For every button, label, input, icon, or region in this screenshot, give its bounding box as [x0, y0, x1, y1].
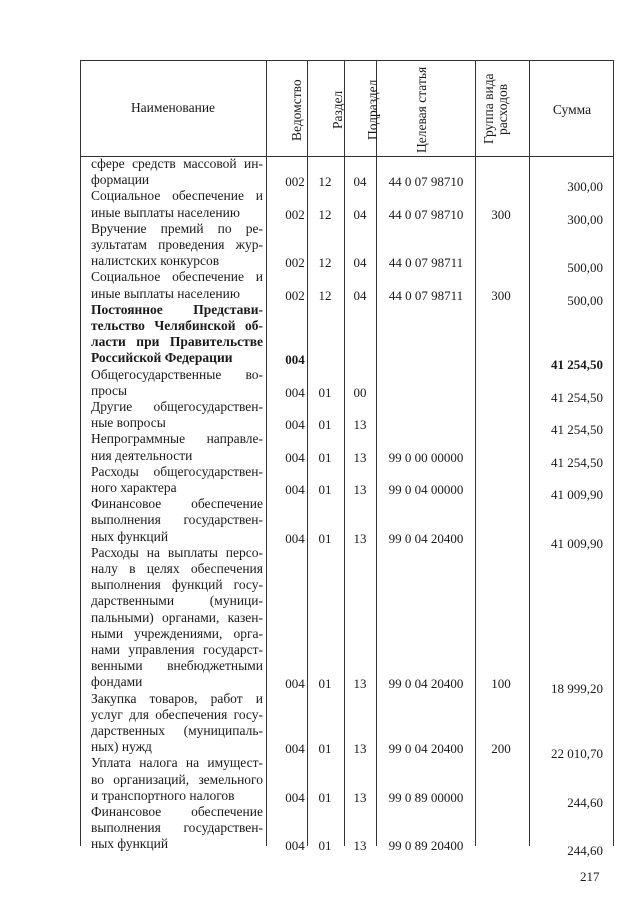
row-sum: 300,00: [567, 211, 603, 227]
row-name-line: просы: [91, 382, 128, 398]
row-name-line: налистских конкурсов: [91, 253, 220, 269]
row-razd: 01: [318, 530, 332, 546]
row-name-line: налу в целях обеспечения: [91, 561, 263, 576]
row-podr: 04: [353, 255, 367, 271]
row-name-line: дарственными (муници-: [91, 593, 263, 609]
row-name-line: ные вопросы: [91, 415, 166, 431]
row-name-line: Непрограммные направле-: [91, 431, 263, 447]
row-name-line: Постоянное Представи-: [91, 301, 263, 317]
row-name: [91, 367, 263, 399]
row-group: 100: [491, 676, 511, 692]
row-ved: 004: [285, 838, 305, 854]
row-group: 300: [491, 206, 511, 222]
row-ved: 004: [285, 449, 305, 465]
row-sum: 22 010,70: [551, 746, 603, 762]
row-name-line: во организаций, земельного: [91, 771, 263, 787]
row-razd: 01: [318, 417, 332, 433]
row-podr: 13: [353, 676, 367, 692]
row-name: [91, 269, 263, 301]
row-name: [91, 464, 263, 496]
row-name-line: зультатам проведения жур-: [91, 237, 263, 252]
row-podr: 04: [353, 174, 367, 190]
header-vedomstvo: Ведомство: [289, 79, 304, 141]
row-name-line: и транспортного налогов: [91, 787, 235, 803]
row-ved: 004: [285, 530, 305, 546]
row-razd: 12: [318, 287, 332, 303]
row-razd: 01: [318, 482, 332, 497]
row-name: [91, 221, 263, 270]
row-podr: 00: [353, 384, 367, 400]
row-ved: 002: [285, 174, 305, 190]
row-podr: 13: [353, 838, 367, 854]
row-ved: 004: [285, 384, 305, 400]
row-name-line: иные выплаты населению: [91, 285, 240, 301]
row-razd: 01: [318, 384, 332, 400]
row-name-line: выполнения государствен-: [91, 820, 263, 836]
row-name-line: Вручение премий по ре-: [91, 220, 263, 236]
row-name-line: тельство Челябинской об-: [91, 318, 263, 333]
row-target: 99 0 04 20400: [388, 676, 464, 692]
row-name-line: ного характера: [91, 480, 177, 495]
row-ved: 004: [285, 482, 305, 497]
row-sum: 41 254,50: [551, 422, 603, 438]
row-sum: 244,60: [567, 843, 603, 859]
row-name-line: ными учреждениями, орга-: [91, 625, 263, 641]
row-sum: 41 009,90: [551, 535, 603, 551]
row-name-line: выполнения функций госу-: [91, 577, 263, 593]
header-target: Целевая статья: [414, 66, 429, 154]
row-group: 200: [491, 741, 511, 757]
row-sum: 500,00: [567, 260, 603, 276]
row-razd: 01: [318, 789, 332, 805]
row-podr: 04: [353, 206, 367, 222]
row-name: [91, 496, 263, 545]
row-name: [91, 755, 263, 804]
page-number: 217: [580, 869, 600, 884]
row-sum: 18 999,20: [551, 681, 603, 697]
row-ved: 002: [285, 206, 305, 222]
row-name-line: дарственных (муниципаль-: [91, 723, 263, 738]
row-name-line: Российской Федерации: [91, 350, 233, 366]
row-target: 44 0 07 98710: [388, 174, 464, 190]
header-sum: Сумма: [552, 102, 592, 117]
row-razd: 01: [318, 838, 332, 854]
row-name-line: выполнения государствен-: [91, 512, 263, 528]
row-name-line: ния деятельности: [91, 447, 193, 463]
row-name-line: Финансовое обеспечение: [91, 496, 263, 512]
row-name-line: ласти при Правительстве: [91, 334, 263, 350]
row-name-line: Закупка товаров, работ и: [91, 690, 263, 706]
row-target: 99 0 04 00000: [388, 482, 464, 497]
row-razd: 01: [318, 676, 332, 692]
row-ved: 004: [285, 789, 305, 805]
row-name: [91, 399, 263, 431]
row-name: [91, 431, 263, 463]
row-ved: 004: [285, 417, 305, 433]
row-name-line: услуг для обеспечения госу-: [91, 706, 263, 722]
header-name: Наименование: [130, 100, 216, 115]
row-name-line: формации: [91, 172, 150, 188]
row-name-line: нами управления государст-: [91, 642, 263, 658]
row-name: [91, 156, 263, 188]
row-name-line: Финансовое обеспечение: [91, 804, 263, 819]
row-podr: 13: [353, 741, 367, 757]
row-target: 99 0 04 20400: [388, 741, 464, 757]
row-sum: 41 009,90: [551, 487, 603, 502]
row-name-line: ных функций: [91, 528, 169, 544]
row-sum: 41 254,50: [551, 389, 603, 405]
row-target: 99 0 00 00000: [388, 449, 464, 465]
header-group: Группа вида расходов: [481, 73, 510, 145]
header-podrazdel: Подраздел: [365, 79, 380, 141]
row-podr: 04: [353, 287, 367, 303]
row-podr: 13: [353, 417, 367, 433]
row-target: 99 0 89 00000: [388, 789, 464, 805]
row-podr: 13: [353, 789, 367, 805]
row-target: 99 0 04 20400: [388, 530, 464, 546]
row-razd: 01: [318, 449, 332, 465]
row-name-line: Социальное обеспечение и: [91, 188, 263, 204]
row-name-line: пальными) органами, казен-: [91, 609, 263, 625]
row-name-line: Расходы общегосударствен-: [91, 463, 263, 479]
row-name-line: иные выплаты населению: [91, 204, 240, 220]
row-ved: 004: [285, 741, 305, 757]
row-name-line: фондами: [91, 674, 143, 690]
row-ved: 004: [285, 676, 305, 692]
row-name: [91, 545, 263, 691]
row-name: [91, 691, 263, 756]
row-name-line: Расходы на выплаты персо-: [91, 544, 263, 560]
row-podr: 13: [353, 530, 367, 546]
row-target: 99 0 89 20400: [388, 838, 464, 854]
row-razd: 12: [318, 255, 332, 271]
row-name-line: сфере средств массовой ин-: [91, 156, 263, 171]
row-razd: 12: [318, 206, 332, 222]
row-name-line: Уплата налога на имущест-: [91, 755, 263, 771]
row-podr: 13: [353, 449, 367, 465]
row-razd: 01: [318, 741, 332, 757]
row-name-line: ных функций: [91, 836, 169, 852]
row-name: [91, 804, 263, 853]
row-sum: 41 254,50: [551, 454, 603, 470]
row-name-line: Социальное обеспечение и: [91, 269, 263, 285]
row-podr: 13: [353, 482, 367, 497]
row-name-line: ных) нужд: [91, 739, 152, 755]
row-razd: 12: [318, 174, 332, 190]
row-name-line: венными внебюджетными: [91, 658, 263, 674]
row-target: 44 0 07 98710: [388, 206, 464, 222]
row-sum: 500,00: [567, 292, 603, 308]
row-group: 300: [491, 287, 511, 303]
row-ved: 002: [285, 287, 305, 303]
row-ved: 002: [285, 255, 305, 271]
row-sum: 41 254,50: [551, 357, 603, 373]
row-name: [91, 302, 263, 367]
row-name-line: Общегосударственные во-: [91, 366, 263, 382]
header-razdel: Раздел: [330, 90, 345, 130]
row-name: [91, 188, 263, 220]
row-target: 44 0 07 98711: [388, 287, 464, 303]
row-ved: 004: [285, 352, 305, 368]
row-sum: 300,00: [567, 179, 603, 195]
row-name-line: Другие общегосударствен-: [91, 399, 263, 414]
row-sum: 244,60: [567, 794, 603, 810]
row-target: 44 0 07 98711: [388, 255, 464, 271]
